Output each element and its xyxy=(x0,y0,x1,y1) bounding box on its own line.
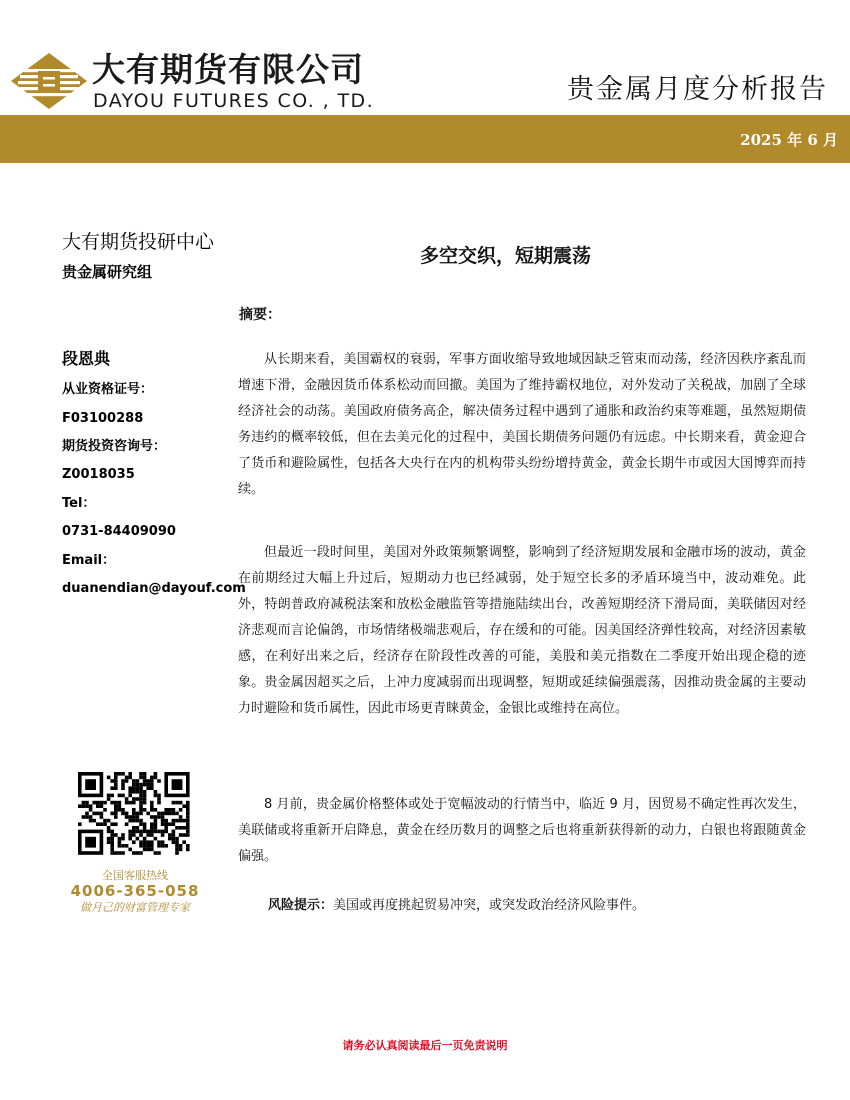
email-address[interactable]: duanendian@dayouf.com xyxy=(62,581,246,596)
abstract-paragraph-2: 但最近一段时间里，美国对外政策频繁调整，影响到了经济短期发展和金融市场的波动，黄金在前期经过大幅上升过后，短期动力也已经减弱，处于短空长多的矛盾环境当中，波动难免。此外，特朗普政府减税法案和放松金融监管等措施陆续出台，改善短期经济下滑局面，美联储因对经济悲观而言论偏鸽，市场情绪极端悲观后，存在缓和的可能。因美国经济弹性较高，对经济因素敏感，在利好出来之后，经济存在阶段性改善的可能，美股和美元指数在二季度开始出现企稳的迹象。贵金属因超买之后，上冲力度减弱而出现调整，短期或延续偏强震荡，因推动贵金属的主要动力时避险和货币属性，因此市场更青睐黄金，金银比或维持在高位。 xyxy=(238,545,806,716)
company-logo-icon xyxy=(10,52,88,110)
analyst-name: 段恩典 xyxy=(62,349,111,368)
company-name-cn: 大有期货有限公司 xyxy=(92,50,364,89)
abstract-heading: 摘要： xyxy=(239,307,281,323)
license-label: 从业资格证号： xyxy=(62,382,154,397)
disclaimer-notice[interactable]: 请务必认真阅读最后一页免责说明 xyxy=(342,1039,508,1052)
risk-label: 风险提示： xyxy=(268,898,334,913)
company-name-en: DAYOU FUTURES CO. , TD. xyxy=(93,90,375,112)
header-band xyxy=(0,115,850,163)
license-number: F03100288 xyxy=(62,411,144,426)
consult-number: Z0018035 xyxy=(62,467,135,482)
abstract-paragraph-1: 从长期来看，美国霸权的衰弱，军事方面收缩导致地域因缺乏管束而动荡，经济因秩序紊乱而增速下滑，金融因货币体系松动而回撤。美国为了维持霸权地位，对外发动了关税战，加剧了全球经济社会的动荡。美国政府债务高企，解决债务过程中遇到了通胀和政治约束等难题，虽然短期债务违约的概率较低，但在去美元化的过程中，美国长期债务问题仍有远虑。中长期来看，黄金迎合了货币和避险属性，包括各大央行在内的机构带头纷纷增持黄金，黄金长期牛市或因大国博弈而持续。 xyxy=(238,352,806,497)
report-date: 2025 年 6 月 xyxy=(740,131,838,149)
research-center-name: 大有期货投研中心 xyxy=(62,231,215,253)
company-slogan: 做月己的财富管理专家 xyxy=(80,901,190,914)
hotline-label: 全国客服热线 xyxy=(102,869,168,882)
risk-text: 美国或再度挑起贸易冲突，或突发政治经济风险事件。 xyxy=(333,898,646,913)
consult-label: 期货投资咨询号： xyxy=(62,439,167,454)
hotline-number: 4006-365-058 xyxy=(70,882,200,900)
report-title: 贵金属月度分析报告 xyxy=(567,74,828,105)
abstract-paragraph-3: 8 月前，贵金属价格整体或处于宽幅波动的行情当中，临近 9 月，因贸易不确定性再次发生，美联储或将重新开启降息，黄金在经历数月的调整之后也将重新获得新的动力，白银也将跟随黄金偏强。 xyxy=(238,797,806,864)
qr-code-icon xyxy=(78,772,192,858)
research-group-name: 贵金属研究组 xyxy=(62,263,153,281)
document-title: 多空交织，短期震荡 xyxy=(420,245,592,267)
email-label: Email： xyxy=(62,553,116,568)
risk-warning xyxy=(268,896,645,916)
tel-number[interactable]: 0731-84409090 xyxy=(62,524,176,539)
tel-label: Tel： xyxy=(62,496,96,511)
